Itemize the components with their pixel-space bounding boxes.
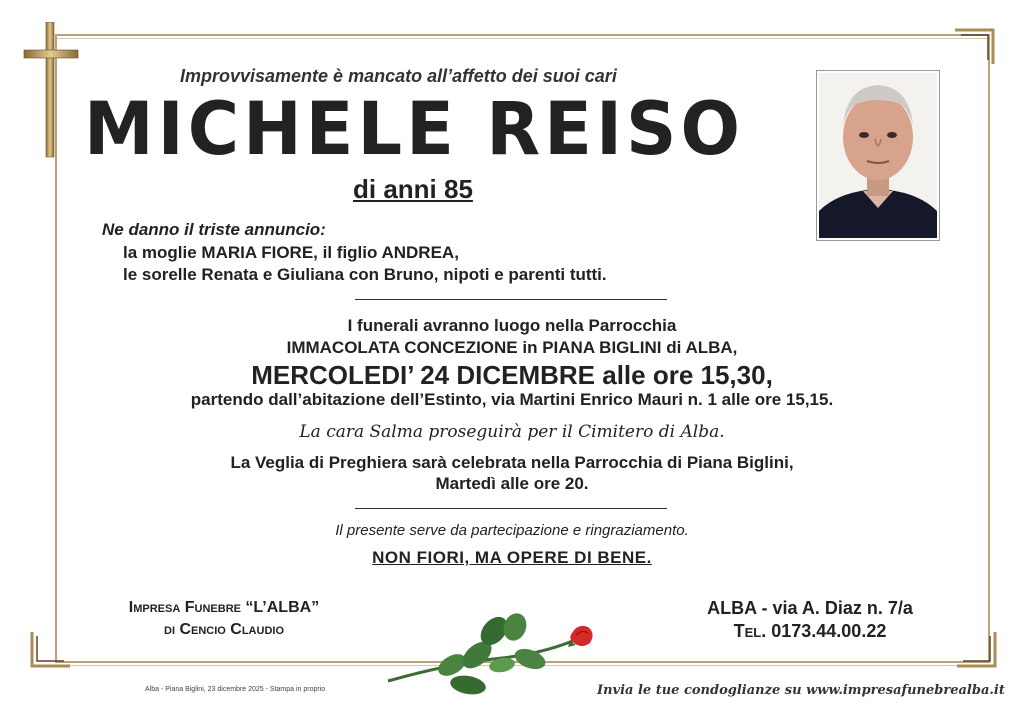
address-line: ALBA - via A. Diaz n. 7/a [707,598,913,618]
thanks-text: Il presente serve da partecipazione e ringraziamento. [335,522,689,539]
funeral-line: IMMACOLATA CONCEZIONE in PIANA BIGLINI di ALBA, [286,338,738,357]
cemetery-text: La cara Salma proseguirà per il Cimitero di Alba. [299,422,725,442]
funeral-line: I funerali avranno luogo nella Parrocchia [347,316,677,335]
cross-icon [20,22,82,162]
funeral-company [84,597,364,641]
divider [355,508,667,509]
rose-icon [382,603,602,698]
company-owner: di Cencio Claudio [164,621,284,638]
vigil-line: Martedì alle ore 20. [435,474,589,493]
funeral-date: MERCOLEDI’ 24 DICEMBRE alle ore 15,30, [251,360,773,390]
phone-line: Tel. 0173.44.00.22 [733,621,887,641]
flowers-request: NON FIORI, MA OPERE DI BENE. [372,548,652,567]
announce-line: le sorelle Renata e Giuliana con Bruno, nipoti e parenti tutti. [123,265,607,284]
corner-ornament-icon [953,26,997,66]
company-address [660,597,960,643]
deceased-name: MICHELE REISO [84,85,744,173]
deceased-age: di anni 85 [353,174,473,204]
corner-ornament-icon [955,630,999,670]
announce-label: Ne danno il triste annuncio: [102,220,326,239]
frame-top-border [55,34,990,36]
print-info: Alba - Piana Biglini, 23 dicembre 2025 - Stampa in proprio [145,686,326,693]
frame-top-inner-border [55,38,990,39]
announce-line: la moglie MARIA FIORE, il figlio ANDREA, [123,243,459,262]
divider [355,299,667,300]
portrait-photo [816,70,940,241]
funeral-line: partendo dall’abitazione dell’Estinto, via Martini Enrico Mauri n. 1 alle ore 15,15. [190,390,834,409]
vigil-line: La Veglia di Preghiera sarà celebrata nella Parrocchia di Piana Biglini, [230,453,794,472]
company-name: Impresa Funebre “L’ALBA” [128,599,320,616]
condolences-text: Invia le tue condoglianze su www.impresafunebrealba.it [597,683,1005,698]
intro-text: Improvvisamente è mancato all’affetto dei suoi cari [180,66,617,86]
corner-ornament-icon [28,630,72,670]
